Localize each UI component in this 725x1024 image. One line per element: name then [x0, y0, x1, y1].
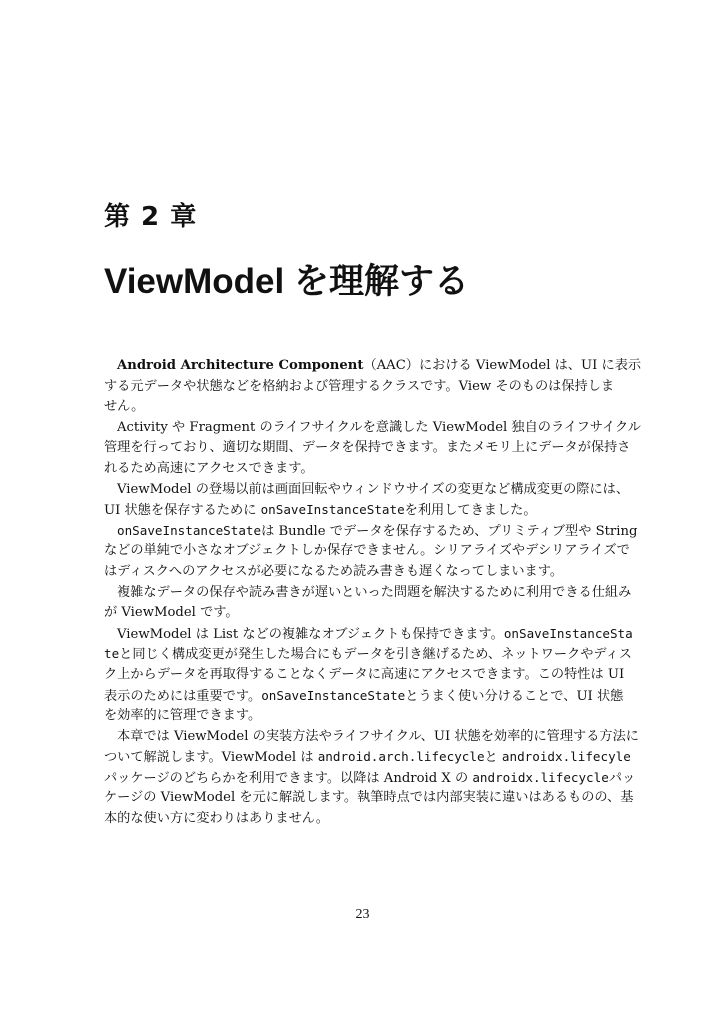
text-line	[104, 521, 638, 542]
bold-term: Android Architecture Component	[117, 358, 364, 373]
text-line	[104, 644, 632, 665]
text-run: ついて解説します。ViewModel は	[104, 750, 318, 766]
text-run: と	[484, 750, 502, 766]
paragraph	[104, 356, 642, 418]
code-inline: onSaveInstanceState	[260, 502, 405, 518]
code-inline: android.arch.lifecycle	[317, 749, 485, 765]
text-line	[104, 788, 634, 809]
text-line	[104, 768, 636, 789]
text-run: 表示のためには重要です。	[104, 688, 262, 704]
code-inline: onSaveInstanceState	[117, 522, 262, 538]
text-run: 本章では ViewModel の実装方法やライフサイクル、UI 状態を効率的に管理する方法に	[117, 728, 639, 744]
text-run: Activity や Fragment のライフサイクルを意識した ViewModel 独自のライフサイクル	[117, 419, 641, 435]
text-run: ViewModel は List などの複雑なオブジェクトも保持できます。	[117, 626, 504, 642]
text-run: はディスクへのアクセスが必要になるため読み書きも遅くなってしまいます。	[104, 563, 564, 579]
text-run: とうまく使い分けることで、UI 状態	[405, 688, 624, 704]
code-inline: te	[104, 646, 120, 662]
text-line	[104, 603, 624, 624]
text-line	[104, 624, 633, 645]
text-line	[104, 438, 631, 459]
text-run: （AAC）における ViewModel は、UI に表示	[363, 358, 642, 373]
code-inline: androidx.lifecyle	[501, 749, 631, 765]
text-line	[104, 418, 641, 439]
code-inline: onSaveInstanceSta	[503, 625, 633, 641]
text-line	[104, 583, 632, 604]
text-run: を効率的に管理できます。	[104, 708, 262, 724]
text-run: パッ	[608, 770, 636, 786]
chapter-body	[104, 356, 642, 830]
text-run: ケージの ViewModel を元に解説します。執筆時点では内部実装に違いはあるものの、基	[104, 790, 634, 806]
text-run: 複雑なデータの保存や読み書きが遅いといった問題を解決するために利用できる仕組み	[117, 584, 632, 600]
text-run: が ViewModel です。	[104, 605, 239, 621]
paragraph	[104, 727, 639, 830]
text-line	[104, 562, 624, 583]
text-run: を利用してきました。	[404, 503, 537, 519]
text-line	[104, 356, 642, 377]
text-line	[104, 686, 624, 707]
code-inline: androidx.lifecycle	[472, 769, 609, 785]
text-line	[104, 747, 631, 768]
text-line	[104, 706, 624, 727]
text-run: UI 状態を保存するために	[104, 503, 261, 519]
text-line	[104, 727, 639, 748]
code-inline: onSaveInstanceState	[261, 687, 406, 703]
chapter-title: ViewModel を理解する	[104, 262, 469, 301]
text-run: ク上からデータを再取得することなくデータに高速にアクセスできます。この特性は UI	[104, 666, 625, 682]
text-run: パッケージのどちらかを利用できます。以降は Android X の	[104, 770, 473, 786]
text-line	[104, 665, 624, 686]
paragraph	[104, 480, 630, 521]
text-run: 管理を行っており、適切な期間、データを保持できます。またメモリ上にデータが保持さ	[104, 440, 631, 456]
paragraph	[104, 521, 638, 583]
text-run: せん。	[104, 399, 145, 415]
text-run: れるため高速にアクセスできます。	[104, 460, 314, 476]
text-line	[104, 480, 630, 501]
text-run: などの単純で小さなオブジェクトしか保存できません。シリアライズやデシリアライズで	[104, 543, 630, 559]
text-line	[104, 500, 624, 521]
text-line	[104, 459, 624, 480]
text-run: 本的な使い方に変わりはありません。	[104, 811, 329, 827]
text-line	[104, 809, 624, 830]
text-run: ViewModel の登場以前は画面回転やウィンドウサイズの変更など構成変更の際には、	[117, 481, 630, 497]
text-line	[104, 397, 624, 418]
paragraph	[104, 418, 641, 480]
text-line	[104, 541, 630, 562]
text-line	[104, 377, 624, 398]
text-run: は Bundle でデータを保存するため、プリミティブ型や String	[261, 523, 638, 539]
paragraph	[104, 583, 632, 624]
chapter-number: 第 2 章	[104, 202, 198, 232]
text-run: と同じく構成変更が発生した場合にもデータを引き継げるため、ネットワークやディス	[119, 647, 632, 663]
page-number: 23	[355, 907, 370, 922]
paragraph	[104, 624, 633, 727]
text-run: する元データや状態などを格納および管理するクラスです。View そのものは保持しま	[104, 378, 615, 394]
